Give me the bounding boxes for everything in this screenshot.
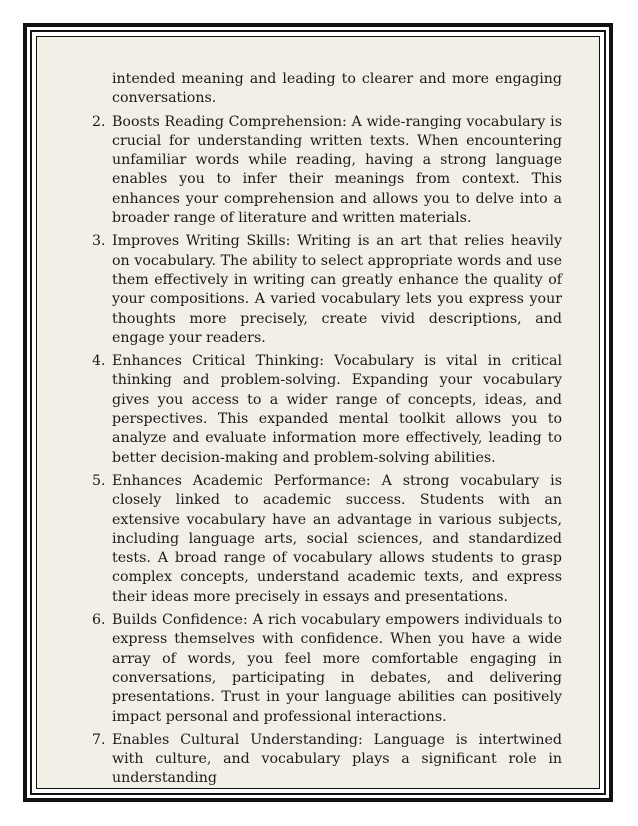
list-item-text: Improves Writing Skills: Writing is an art that relies heavily on vocabulary. The ability to select appropriate words and use them effectively in writing can greatly enhance the quality of your compositions. A varied vocabulary lets you express your thoughts more precisely, create vivid descriptions, and engage your readers. (112, 233, 562, 346)
list-item-number: 2. (92, 113, 106, 130)
list-item-number: 3. (92, 233, 106, 250)
list-item (92, 352, 562, 468)
list-item-text: Enhances Critical Thinking: Vocabulary is vital in critical thinking and problem-solving. Expanding your vocabulary gives you access to a wider range of concepts, ideas, and perspectives. This expanded mental toolkit allows you to analyze and evaluate information more effectively, leading to better decision-making and problem-solving abilities. (112, 353, 562, 466)
list-item (92, 472, 562, 607)
list-item-text: Builds Confidence: A rich vocabulary empowers individuals to express themselves with confidence. When you have a wide array of words, you feel more comfortable engaging in conversations, participating in debates, and delivering presentations. Trust in your language abilities can positively impact personal and professional interactions. (112, 612, 562, 725)
list-item-text: Enables Cultural Understanding: Language is intertwined with culture, and vocabulary plays a significant role in understanding (112, 731, 562, 787)
list-item-number: 4. (92, 353, 106, 370)
benefits-list (92, 113, 562, 789)
list-item-number: 7. (92, 731, 106, 748)
document-body (92, 70, 562, 789)
list-item (92, 731, 562, 789)
list-item (92, 113, 562, 229)
list-item (92, 232, 562, 348)
continuation-text: intended meaning and leading to clearer and more engaging conversations. (112, 71, 562, 107)
list-item-number: 5. (92, 472, 106, 489)
list-item-text: Enhances Academic Performance: A strong vocabulary is closely linked to academic success. Students with an extensive vocabulary have an advantage in various subjects, including language arts, social sciences, and standardized tests. A broad range of vocabulary allows students to grasp complex concepts, understand academic texts, and express their ideas more precisely in essays and presentations. (112, 472, 562, 605)
list-item (92, 611, 562, 727)
list-item-text: Boosts Reading Comprehension: A wide-ranging vocabulary is crucial for understanding written texts. When encountering unfamiliar words while reading, having a strong language enables you to infer their meanings from context. This enhances your comprehension and allows you to delve into a broader range of literature and written materials. (112, 113, 562, 227)
list-item-number: 6. (92, 612, 106, 629)
